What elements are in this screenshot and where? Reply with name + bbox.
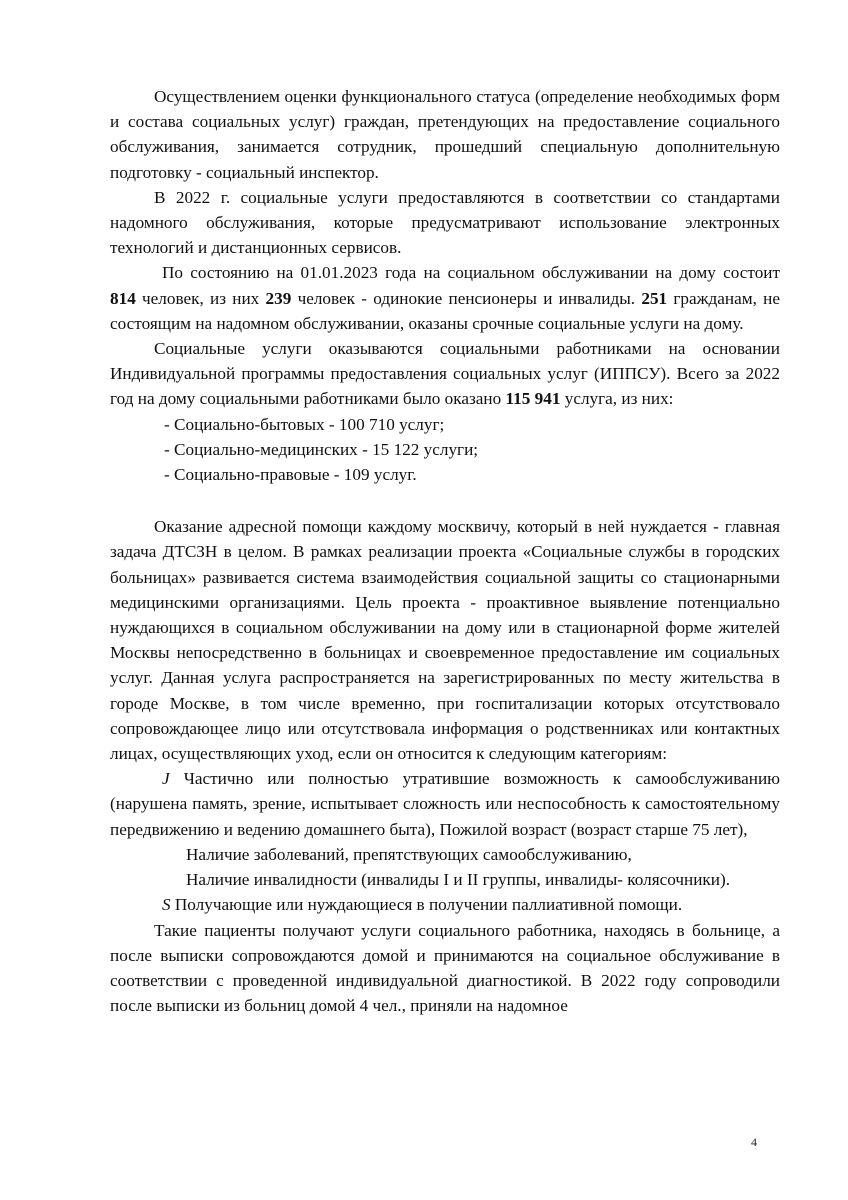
category-item: Наличие инвалидности (инвалиды I и II группы, инвалиды- колясочники).	[186, 870, 730, 890]
category-item	[110, 892, 780, 917]
stat-text-d: человек - одинокие пенсионеры и инвалиды.	[291, 288, 642, 308]
category-item: Наличие заболеваний, препятствующих самообслуживанию,	[186, 844, 632, 864]
stat-single-pensioners: 239	[265, 288, 292, 308]
bullet-mark-j: J	[162, 769, 170, 789]
stat-total-home: 814	[110, 288, 136, 308]
list-item: - Социально-правовые - 109 услуг.	[164, 465, 417, 485]
services-total-count: 115 941	[505, 389, 561, 409]
category-text: Частично или полностью утратившие возможность к самообслуживанию (нарушена память, зрение, испытывает сложность или неспособность к самостоятельному передвижению и ведению домашнего быта), Пожилой возраст (возраст старше 75 лет),	[110, 769, 780, 839]
list-item: - Социально-медицинских - 15 122 услуги;	[164, 439, 479, 459]
paragraph-discharge: Такие пациенты получают услуги социального работника, находясь в больнице, а после выписки сопровождаются домой и принимаются на социальное обслуживание в соответствии с проведенной индивидуальной диагностикой. В 2022 году сопроводили после выписки из больниц домой 4 чел., приняли на надомное	[110, 920, 780, 1016]
page-number: 4	[751, 1135, 757, 1149]
category-text: Получающие или нуждающиеся в получении паллиативной помощи.	[170, 895, 683, 915]
paragraph-services-total	[110, 336, 780, 412]
stat-urgent-services: 251	[641, 288, 668, 308]
stat-text-c: человек, из них	[135, 288, 266, 308]
bullet-mark-s: S	[162, 895, 171, 915]
category-item	[110, 766, 780, 842]
stat-text-a: По состоянию на 01.01.2023 года на социальном обслуживании на дому состоит	[162, 263, 780, 283]
paragraph-assessment: Осуществлением оценки функционального статуса (определение необходимых форм и состава социальных услуг) граждан, претендующих на предоставление социального обслуживания, занимается сотрудник, прошедший специальную дополнительную подготовку - социальный инспектор.	[110, 87, 780, 182]
stat-text-e: гражданам, не состоящим на надомном обслуживании, оказаны срочные социальные услуги на дому.	[110, 288, 780, 333]
services-text-c: услуга, из них:	[560, 389, 674, 409]
paragraph-hospital-project: Оказание адресной помощи каждому москвичу, который в ней нуждается - главная задача ДТСЗН в целом. В рамках реализации проекта «Социальные службы в городских больницах» развивается система взаимодействия социальной защиты со стационарными медицинскими организациями. Цель проекта - проактивное выявление потенциально нуждающихся в социальном обслуживании на дому или в стационарной форме жителей Москвы непосредственно в больницах и своевременное предоставление им социальных услуг. Данная услуга распространяется на зарегистрированных по месту жительства в городе Москве, в том числе временно, при госпитализации которых отсутствовало сопровождающее лицо или отсутствовала информация о родственниках или контактных лицах, осуществляющих уход, если он относится к следующим категориям:	[110, 517, 780, 764]
paragraph-statistics	[110, 260, 780, 336]
paragraph-standards: В 2022 г. социальные услуги предоставляются в соответствии со стандартами надомного обслуживания, которые предусматривают использование электронных технологий и дистанционных сервисов.	[110, 187, 780, 258]
paragraph-gap	[110, 487, 780, 514]
services-text-a: Социальные услуги оказываются социальными работниками на основании Индивидуальной программы предоставления социальных услуг (ИППСУ). Всего за 2022 год на дому социальными работниками было оказано	[110, 339, 780, 409]
list-item: - Социально-бытовых - 100 710 услуг;	[164, 414, 445, 434]
text-body	[110, 84, 780, 1018]
